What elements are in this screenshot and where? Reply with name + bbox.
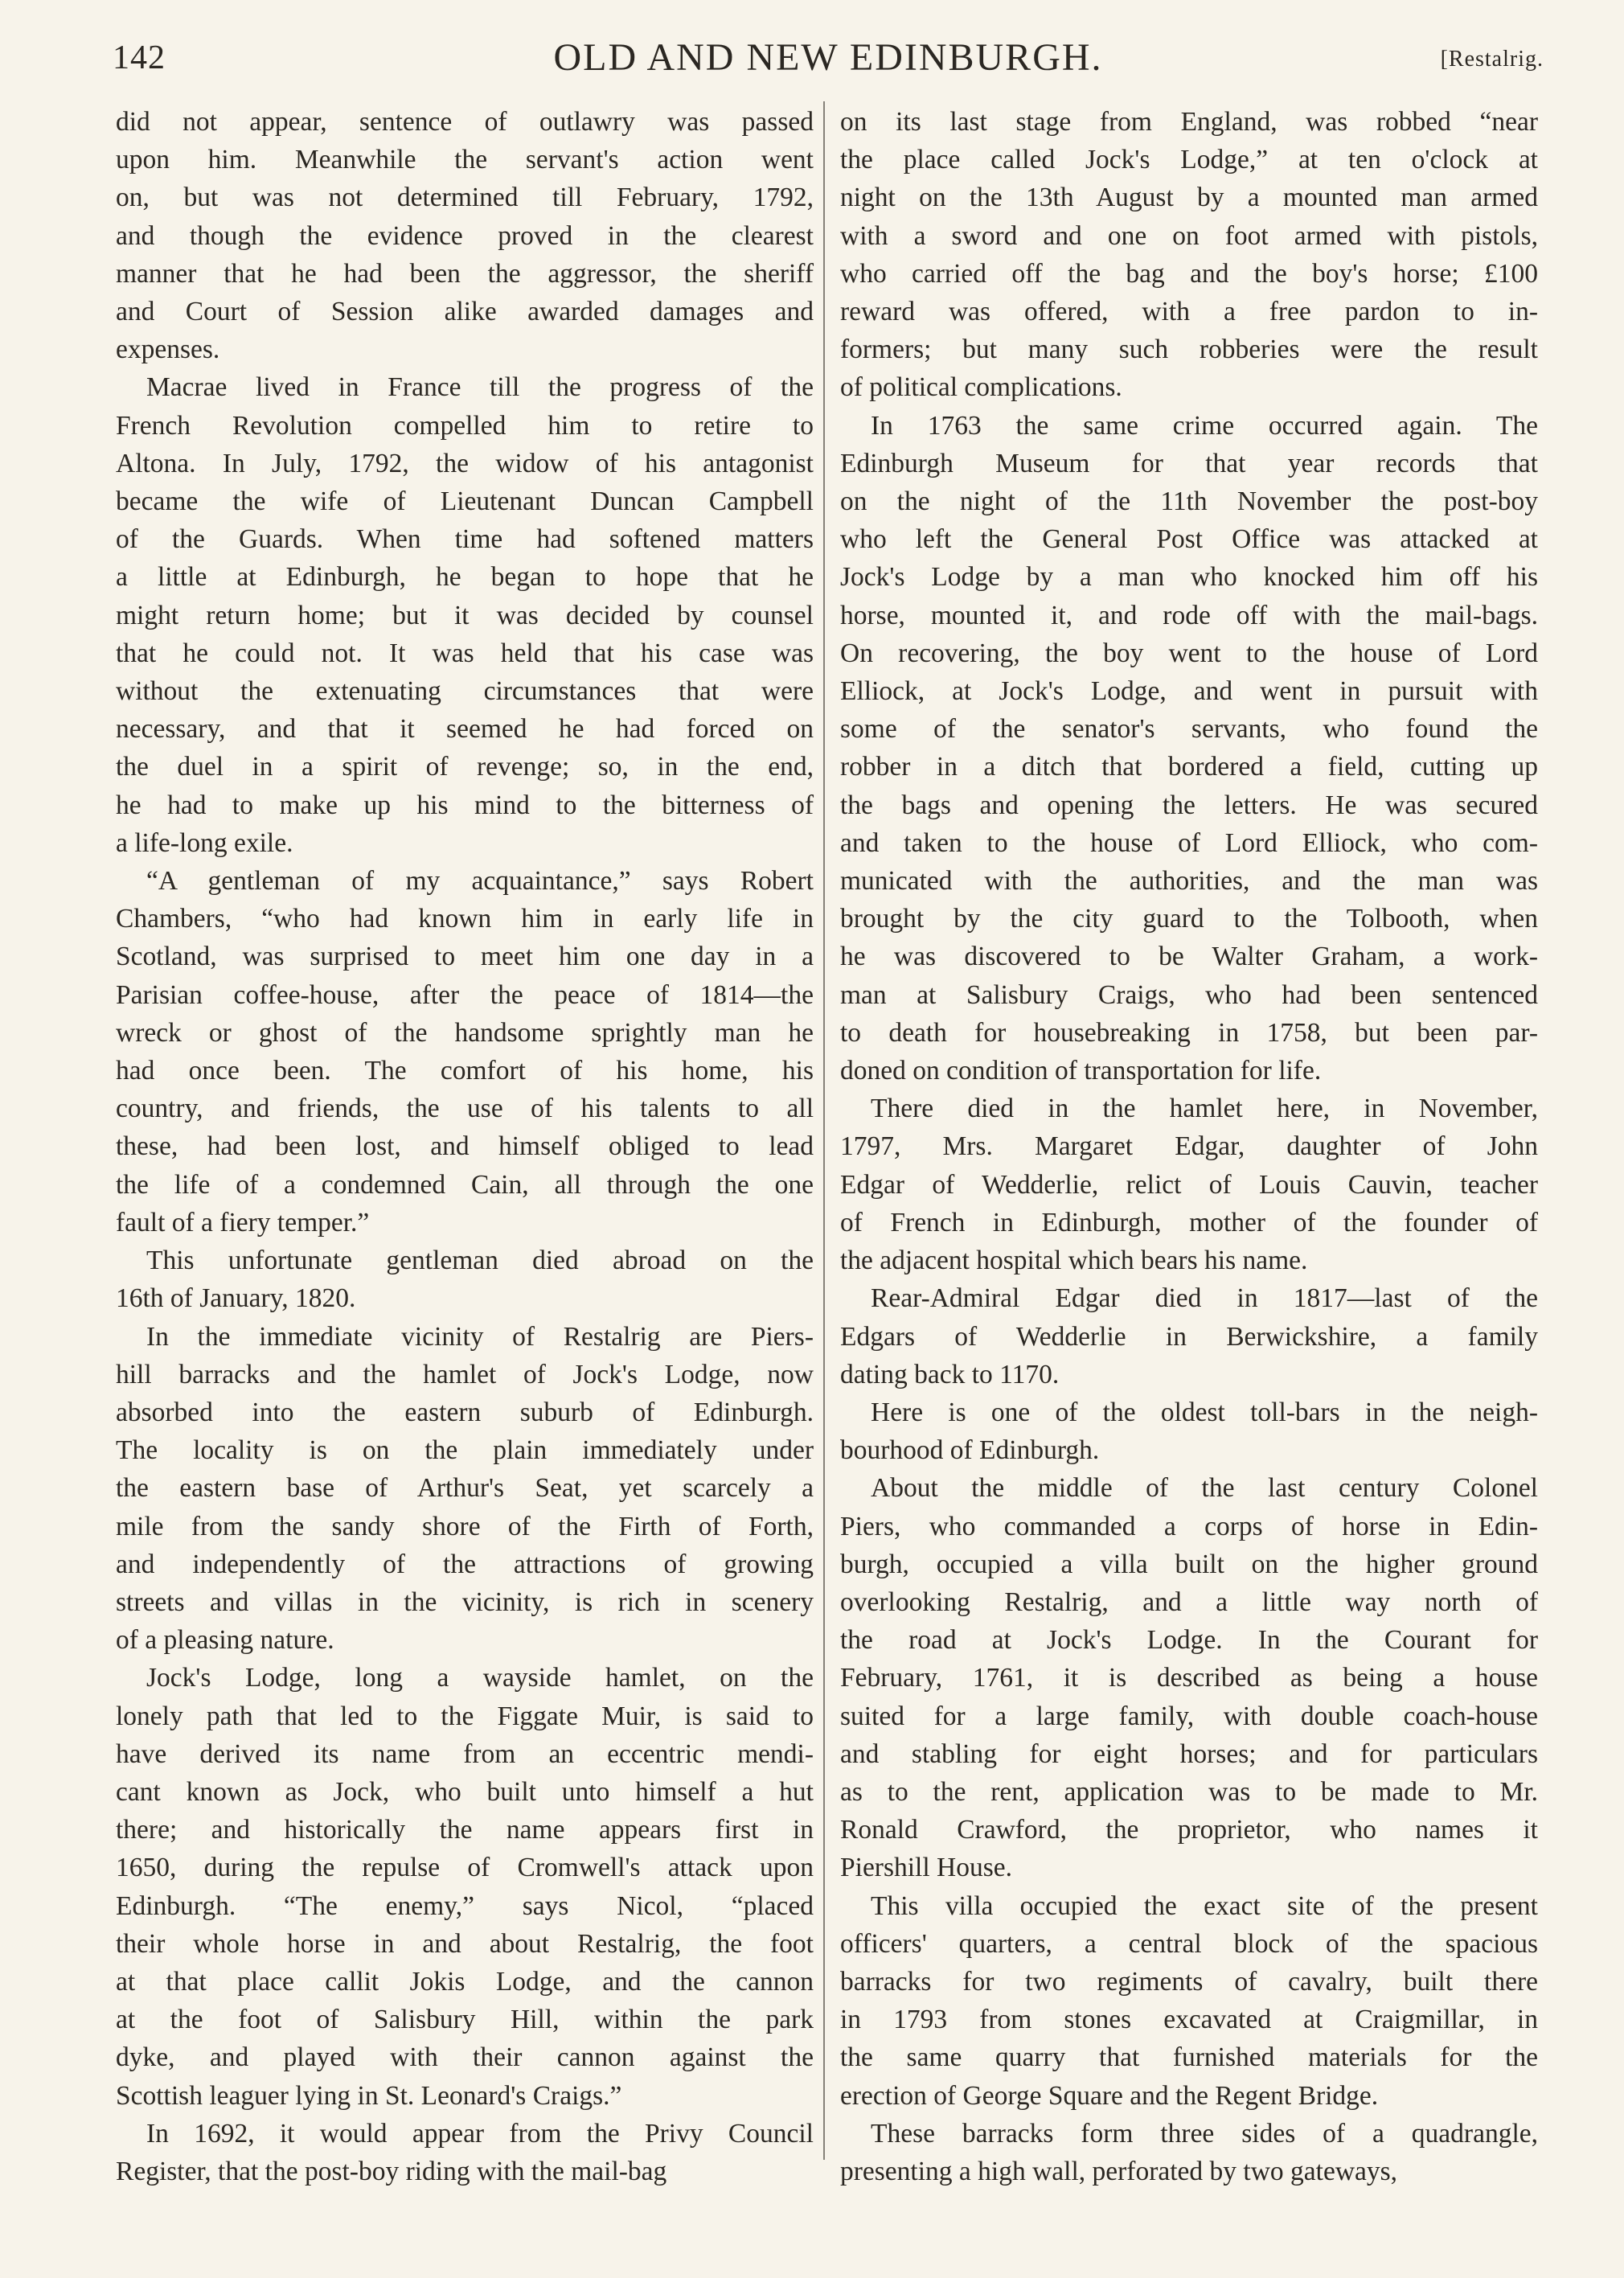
text-line: Elliock, at Jock's Lodge, and went in pursuit with	[840, 676, 1538, 707]
text-line: and stabling for eight horses; and for particulars	[840, 1738, 1538, 1769]
text-line: of political complications.	[840, 372, 1122, 403]
text-line: have derived its name from an eccentric mendi-	[116, 1738, 814, 1769]
text-line: In 1763 the same crime occurred again. The	[871, 410, 1538, 441]
text-line: 16th of January, 1820.	[116, 1283, 356, 1314]
text-line: barracks for two regiments of cavalry, built there	[840, 1966, 1538, 1997]
text-line: streets and villas in the vicinity, is rich in scenery	[116, 1586, 814, 1617]
text-line: to death for housebreaking in 1758, but been par-	[840, 1017, 1538, 1048]
text-line: and independently of the attractions of growing	[116, 1549, 814, 1579]
text-line: February, 1761, it is described as being a house	[840, 1663, 1538, 1693]
text-line: became the wife of Lieutenant Duncan Campbell	[116, 486, 814, 517]
text-line: the bags and opening the letters. He was secured	[840, 790, 1538, 820]
text-line: reward was offered, with a free pardon to in-	[840, 297, 1538, 327]
text-line: he had to make up his mind to the bitterness of	[116, 790, 814, 820]
paragraph	[116, 368, 814, 862]
text-line: presenting a high wall, perforated by two gateways,	[840, 2156, 1398, 2186]
text-line: absorbed into the eastern suburb of Edinburgh.	[116, 1397, 814, 1427]
text-line: Chambers, “who had known him in early life in	[116, 904, 814, 934]
text-line: Altona. In July, 1792, the widow of his antagonist	[116, 448, 814, 478]
text-line: This unfortunate gentleman died abroad on the	[146, 1246, 814, 1276]
text-line: and taken to the house of Lord Elliock, who com-	[840, 827, 1538, 858]
paragraph	[840, 1469, 1538, 1886]
text-line: lonely path that led to the Figgate Muir, is said to	[116, 1701, 814, 1731]
text-line: on, but was not determined till February, 1792,	[116, 183, 814, 213]
paragraph	[840, 407, 1538, 1090]
text-line: night on the 13th August by a mounted man armed	[840, 183, 1538, 213]
text-line: dyke, and played with their cannon against the	[116, 2042, 814, 2073]
text-line: did not appear, sentence of outlawry was passed	[116, 107, 814, 137]
text-line: mile from the sandy shore of the Firth of Forth,	[116, 1511, 814, 1541]
text-line: on the night of the 11th November the post-boy	[840, 486, 1538, 517]
text-line: These barracks form three sides of a quadrangle,	[871, 2118, 1538, 2149]
text-line: the same quarry that furnished materials for the	[840, 2042, 1538, 2073]
text-line: wreck or ghost of the handsome sprightly man he	[116, 1017, 814, 1048]
text-line: upon him. Meanwhile the servant's action went	[116, 145, 814, 175]
text-line: of the Guards. When time had softened matters	[116, 524, 814, 555]
text-line: There died in the hamlet here, in November,	[871, 1094, 1538, 1124]
text-line: On recovering, the boy went to the house of Lord	[840, 638, 1538, 668]
text-line: Piers, who commanded a corps of horse in Edin-	[840, 1511, 1538, 1541]
text-line: Scottish leaguer lying in St. Leonard's Craigs.”	[116, 2080, 622, 2111]
text-line: the adjacent hospital which bears his name.	[840, 1246, 1308, 1276]
text-line: of a pleasing nature.	[116, 1625, 334, 1656]
text-line: robber in a ditch that bordered a field, cutting up	[840, 752, 1538, 782]
text-line: Scotland, was surprised to meet him one day in a	[116, 942, 814, 972]
paragraph	[840, 1393, 1538, 1469]
right-column	[840, 103, 1538, 2190]
text-line: the eastern base of Arthur's Seat, yet scarcely a	[116, 1473, 814, 1504]
text-line: as to the rent, application was to be made to Mr.	[840, 1776, 1538, 1807]
text-line: that he could not. It was held that his case was	[116, 638, 814, 668]
text-line: at that place callit Jokis Lodge, and the cannon	[116, 1966, 814, 1997]
text-line: Register, that the post-boy riding with the mail-bag	[116, 2156, 667, 2186]
text-line: formers; but many such robberies were the result	[840, 335, 1538, 365]
text-line: Edgar of Wedderlie, relict of Louis Cauvin, teacher	[840, 1169, 1538, 1200]
text-line: “A gentleman of my acquaintance,” says Robert	[146, 866, 814, 897]
text-line: at the foot of Salisbury Hill, within the park	[116, 2005, 814, 2035]
text-line: fault of a fiery temper.”	[116, 1207, 370, 1238]
text-line: 1797, Mrs. Margaret Edgar, daughter of John	[840, 1131, 1538, 1162]
text-line: bourhood of Edinburgh.	[840, 1435, 1100, 1466]
text-line: burgh, occupied a villa built on the higher ground	[840, 1549, 1538, 1579]
text-line: 1650, during the repulse of Cromwell's attack upon	[116, 1853, 814, 1883]
paragraph	[116, 103, 814, 368]
page-number: 142	[113, 39, 166, 76]
text-line: the road at Jock's Lodge. In the Courant for	[840, 1625, 1538, 1656]
text-line: In the immediate vicinity of Restalrig are Piers-	[146, 1321, 814, 1352]
text-line: Ronald Crawford, the proprietor, who names it	[840, 1815, 1538, 1845]
running-section: [Restalrig.	[1440, 47, 1544, 72]
text-line: Edinburgh. “The enemy,” says Nicol, “placed	[116, 1890, 814, 1921]
text-line: expenses.	[116, 335, 220, 365]
paragraph	[116, 1242, 814, 1317]
paragraph	[840, 103, 1538, 407]
text-line: the place called Jock's Lodge,” at ten o'clock at	[840, 145, 1538, 175]
text-line: Edgars of Wedderlie in Berwickshire, a family	[840, 1321, 1538, 1352]
text-line: some of the senator's servants, who found the	[840, 714, 1538, 745]
text-line: a little at Edinburgh, he began to hope that he	[116, 562, 814, 593]
text-line: doned on condition of transportation for life.	[840, 1056, 1322, 1086]
paragraph	[840, 1887, 1538, 2115]
text-line: manner that he had been the aggressor, the sheriff	[116, 258, 814, 289]
text-line: officers' quarters, a central block of the spacious	[840, 1928, 1538, 1959]
text-line: without the extenuating circumstances that were	[116, 676, 814, 707]
text-line: cant known as Jock, who built unto himself a hut	[116, 1776, 814, 1807]
text-line: Parisian coffee-house, after the peace of 1814—the	[116, 979, 814, 1010]
text-line: dating back to 1170.	[840, 1359, 1060, 1389]
text-line: Piershill House.	[840, 1853, 1013, 1883]
paragraph	[840, 1090, 1538, 1279]
text-line: Jock's Lodge, long a wayside hamlet, on the	[146, 1663, 814, 1693]
text-line: municated with the authorities, and the man was	[840, 866, 1538, 897]
text-line: French Revolution compelled him to retire to	[116, 410, 814, 441]
text-line: Here is one of the oldest toll-bars in the neigh-	[871, 1397, 1538, 1427]
text-line: Rear-Admiral Edgar died in 1817—last of the	[871, 1283, 1538, 1314]
text-line: the life of a condemned Cain, all through the one	[116, 1169, 814, 1200]
text-line: Edinburgh Museum for that year records that	[840, 448, 1538, 478]
text-line: and though the evidence proved in the clearest	[116, 220, 814, 251]
text-line: hill barracks and the hamlet of Jock's Lodge, now	[116, 1359, 814, 1389]
text-line: Jock's Lodge by a man who knocked him off his	[840, 562, 1538, 593]
text-line: who left the General Post Office was attacked at	[840, 524, 1538, 555]
text-line: these, had been lost, and himself obliged to lead	[116, 1131, 814, 1162]
text-line: man at Salisbury Craigs, who had been sentenced	[840, 979, 1538, 1010]
text-line: he was discovered to be Walter Graham, a work-	[840, 942, 1538, 972]
text-line: their whole horse in and about Restalrig, the foot	[116, 1928, 814, 1959]
left-column	[116, 103, 814, 2190]
paragraph	[840, 1279, 1538, 1393]
text-line: with a sword and one on foot armed with pistols,	[840, 220, 1538, 251]
paragraph	[116, 1659, 814, 2114]
running-title: OLD AND NEW EDINBURGH.	[553, 36, 1103, 79]
paragraph	[116, 1318, 814, 1660]
text-line: erection of George Square and the Regent Bridge.	[840, 2080, 1379, 2111]
paragraph	[116, 862, 814, 1242]
text-line: In 1692, it would appear from the Privy Council	[146, 2118, 814, 2149]
running-header	[113, 35, 1544, 84]
text-line: who carried off the bag and the boy's horse; £100	[840, 258, 1538, 289]
text-line: Macrae lived in France till the progress of the	[146, 372, 814, 403]
text-line: horse, mounted it, and rode off with the mail-bags.	[840, 600, 1538, 630]
paragraph	[116, 2115, 814, 2190]
text-line: there; and historically the name appears first in	[116, 1815, 814, 1845]
text-line: country, and friends, the use of his talents to all	[116, 1094, 814, 1124]
text-line: This villa occupied the exact site of the present	[871, 1890, 1538, 1921]
paragraph	[840, 2115, 1538, 2190]
text-line: and Court of Session alike awarded damages and	[116, 297, 814, 327]
text-line: brought by the city guard to the Tolbooth, when	[840, 904, 1538, 934]
text-line: in 1793 from stones excavated at Craigmillar, in	[840, 2005, 1538, 2035]
text-line: a life-long exile.	[116, 827, 293, 858]
text-line: The locality is on the plain immediately under	[116, 1435, 814, 1466]
text-line: had once been. The comfort of his home, his	[116, 1056, 814, 1086]
text-line: suited for a large family, with double coach-house	[840, 1701, 1538, 1731]
text-line: of French in Edinburgh, mother of the founder of	[840, 1207, 1538, 1238]
text-line: on its last stage from England, was robbed “near	[840, 107, 1538, 137]
text-line: the duel in a spirit of revenge; so, in the end,	[116, 752, 814, 782]
text-line: necessary, and that it seemed he had forced on	[116, 714, 814, 745]
text-line: overlooking Restalrig, and a little way north of	[840, 1586, 1538, 1617]
column-divider	[823, 101, 825, 2160]
text-line: might return home; but it was decided by counsel	[116, 600, 814, 630]
text-line: About the middle of the last century Colonel	[871, 1473, 1538, 1504]
